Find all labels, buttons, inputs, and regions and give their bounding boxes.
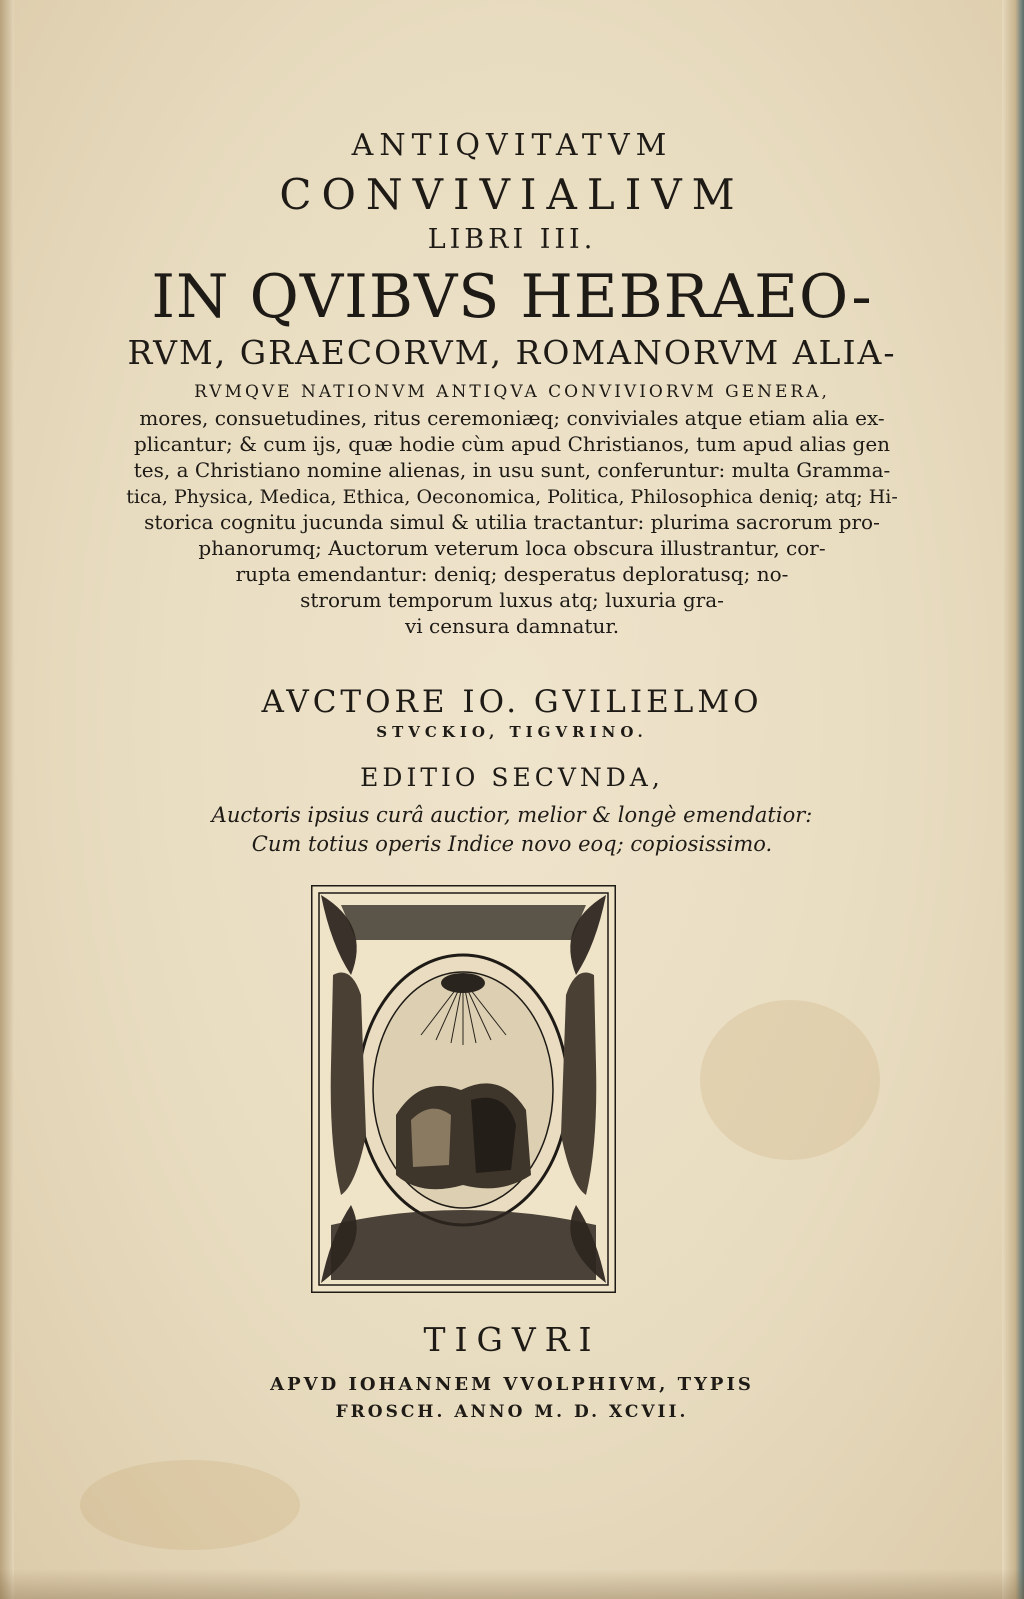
author-origin: STVCKIO, TIGVRINO.: [376, 723, 648, 741]
imprint-place: TIGVRI: [423, 1320, 601, 1359]
ornament-bottom-icon: [331, 1210, 596, 1280]
title-line-5: RVM, GRAECORVM, ROMANORVM ALIA-: [127, 333, 897, 372]
body-line-4: tica, Physica, Medica, Ethica, Oeconomica, Politica, Philosophica deniq; atq; Hi-: [126, 486, 898, 508]
printer-device-woodcut: [311, 885, 616, 1293]
title-line-1: ANTIQVITATVM: [351, 128, 673, 163]
ornament-top-icon: [341, 905, 586, 940]
author-name: AVCTORE IO. GVILIELMO: [261, 684, 763, 720]
foxing-stain: [80, 1460, 300, 1550]
cloud-icon: [441, 973, 485, 993]
imprint-printer: APVD IOHANNEM VVOLPHIVM, TYPIS: [270, 1374, 754, 1395]
edition-note-2: Cum totius operis Indice novo eoq; copiosissimo.: [251, 832, 773, 856]
title-line-2: CONVIVIALIVM: [279, 170, 745, 219]
body-line-3: tes, a Christiano nomine alienas, in usu sunt, conferuntur: multa Gramma-: [133, 458, 891, 482]
edition-note-1: Auctoris ipsius curâ auctior, melior & longè emendatior:: [211, 803, 813, 827]
body-line-5: storica cognitu jucunda simul & utilia tractantur: plurima sacrorum pro-: [144, 510, 880, 534]
lamb-icon: [411, 1109, 451, 1167]
imprint-year: FROSCH. ANNO M. D. XCVII.: [335, 1402, 689, 1422]
body-line-6: phanorumq; Auctorum veterum loca obscura illustrantur, cor-: [198, 536, 826, 560]
title-line-6: RVMQVE NATIONVM ANTIQVA CONVIVIORVM GENERA,: [194, 382, 830, 402]
body-line-1: mores, consuetudines, ritus ceremoniæq; conviviales atque etiam alia ex-: [139, 406, 885, 430]
title-line-4: IN QVIBVS HEBRAEO-: [151, 262, 873, 332]
body-line-2: plicantur; & cum ijs, quæ hodie cùm apud Christianos, tum apud alias gen: [133, 432, 891, 456]
foxing-stain: [700, 1000, 880, 1160]
edition-label: EDITIO SECVNDA,: [360, 763, 664, 792]
body-line-8: strorum temporum luxus atq; luxuria gra-: [300, 588, 724, 612]
body-line-9: vi censura damnatur.: [404, 614, 620, 638]
bottom-page-edge: [0, 1569, 1024, 1599]
title-line-3: LIBRI III.: [427, 224, 597, 255]
body-line-7: rupta emendantur: deniq; desperatus deploratusq; no-: [235, 562, 789, 586]
